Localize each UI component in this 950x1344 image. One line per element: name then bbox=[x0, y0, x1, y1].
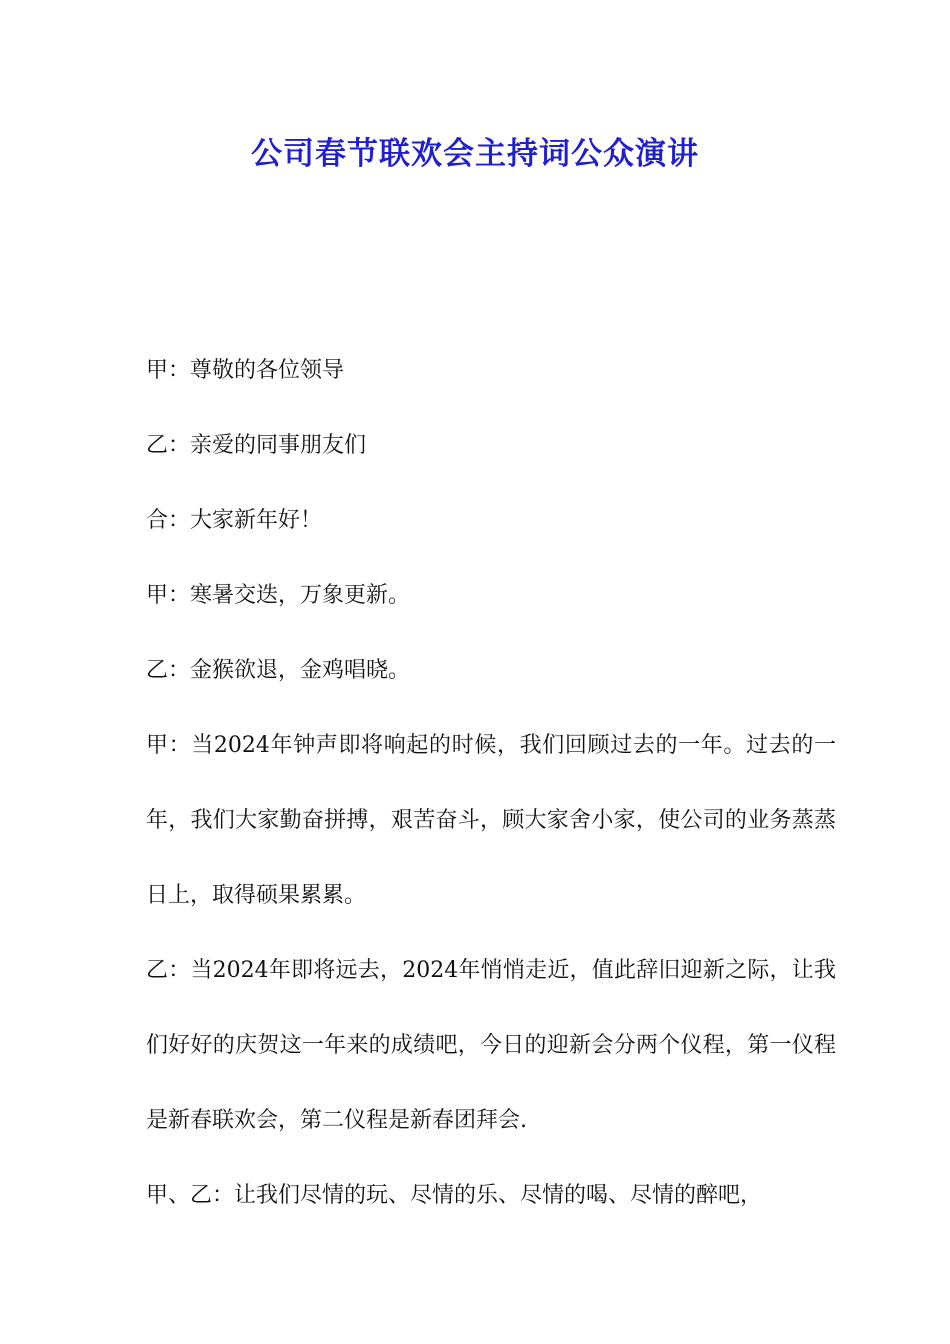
paragraph-monkey-rooster: 乙：金猴欲退，金鸡唱晓。 bbox=[146, 658, 411, 683]
paragraph-celebrate: 甲、乙：让我们尽情的玩、尽情的乐、尽情的喝、尽情的醉吧， bbox=[146, 1183, 763, 1208]
paragraph-program-intro: 乙：当2024年即将远去，2024年悄悄走近，值此辞旧迎新之际，让我们好好的庆贺这一年来的成绩吧，今日的迎新会分两个仪程，第一仪程是新春联欢会，第二仪程是新春团拜会. bbox=[146, 958, 836, 1133]
document-title: 公司春节联欢会主持词公众演讲 bbox=[251, 136, 699, 172]
paragraph-year-review: 甲：当2024年钟声即将响起的时候，我们回顾过去的一年。过去的一年，我们大家勤奋拼搏，艰苦奋斗，顾大家舍小家，使公司的业务蒸蒸日上，取得硕果累累。 bbox=[146, 733, 836, 908]
paragraph-seasons-change: 甲：寒暑交迭，万象更新。 bbox=[146, 583, 411, 608]
paragraph-happy-new-year: 合：大家新年好！ bbox=[146, 508, 323, 533]
document-body bbox=[146, 333, 836, 1233]
paragraph-greeting-colleagues: 乙：亲爱的同事朋友们 bbox=[146, 433, 367, 458]
paragraph-greeting-leaders: 甲：尊敬的各位领导 bbox=[146, 358, 345, 383]
